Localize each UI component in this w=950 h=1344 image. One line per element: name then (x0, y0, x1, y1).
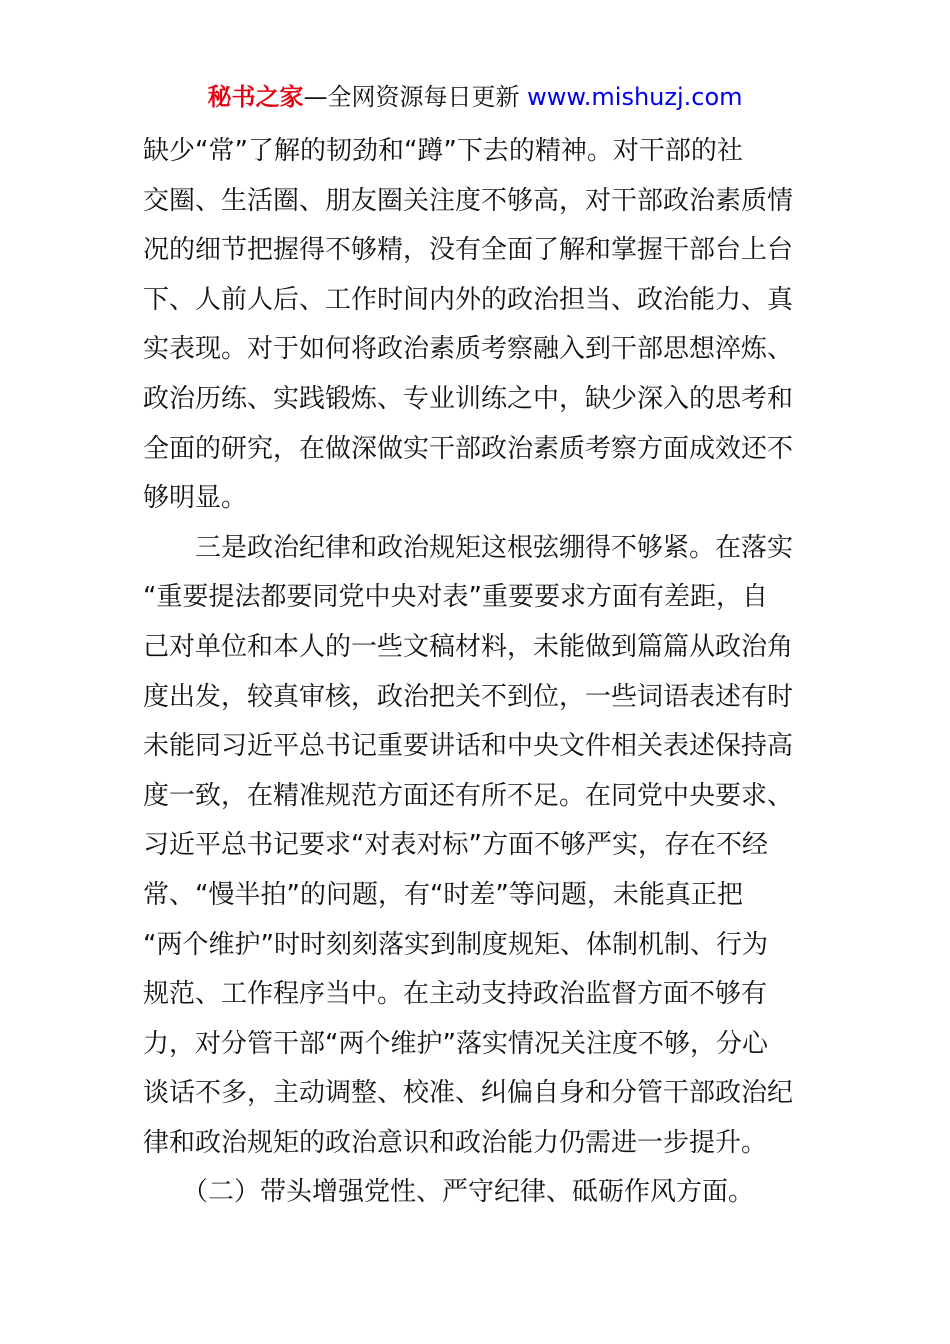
text-line: 实表现。对于如何将政治素质考察融入到干部思想淬炼、 (143, 334, 794, 365)
text-line: 未能同习近平总书记重要讲话和中央文件相关表述保持高 (143, 731, 794, 762)
text-line: 况的细节把握得不够精，没有全面了解和掌握干部台上台 (143, 235, 794, 266)
text-line: “重要提法都要同党中央对表”重要要求方面有差距，自 (143, 582, 768, 613)
brand-name: 秘书之家 (207, 83, 304, 111)
text-line: 谈话不多，主动调整、校准、纠偏自身和分管干部政治纪 (143, 1078, 794, 1109)
text-line: 度一致，在精准规范方面还有所不足。在同党中央要求、 (143, 780, 794, 811)
text-line: 政治历练、实践锻炼、专业训练之中，缺少深入的思考和 (143, 383, 794, 414)
section-heading: （二）带头增强党性、严守纪律、砥砺作风方面。 (143, 1177, 755, 1208)
text-line: 下、人前人后、工作时间内外的政治担当、政治能力、真 (143, 284, 794, 315)
text-line: 度出发，较真审核，政治把关不到位，一些词语表述有时 (143, 681, 794, 712)
text-line: 己对单位和本人的一些文稿材料，未能做到篇篇从政治角 (143, 631, 794, 662)
text-line: 常、“慢半拍”的问题，有“时差”等问题，未能真正把 (143, 879, 743, 910)
text-line: 规范、工作程序当中。在主动支持政治监督方面不够有 (143, 979, 768, 1010)
site-header (0, 80, 950, 114)
text-line: 力，对分管干部“两个维护”落实情况关注度不够，分心 (143, 1028, 768, 1059)
text-line: 缺少“常”了解的韧劲和“蹲”下去的精神。对干部的社 (143, 136, 743, 166)
site-url-link[interactable]: www.mishuzj.com (527, 83, 743, 111)
text-line: 够明显。 (143, 483, 248, 514)
text-line: “两个维护”时时刻刻落实到制度规矩、体制机制、行为 (143, 929, 768, 960)
text-line: 律和政治规矩的政治意识和政治能力仍需进一步提升。 (143, 1127, 768, 1158)
header-tagline: —全网资源每日更新 (303, 83, 528, 111)
document-body (143, 127, 808, 1218)
paragraph-start-line: 三是政治纪律和政治规矩这根弦绷得不够紧。在落实 (143, 532, 794, 563)
text-line: 习近平总书记要求“对表对标”方面不够严实，存在不经 (143, 830, 768, 861)
text-line: 全面的研究，在做深做实干部政治素质考察方面成效还不 (143, 433, 794, 464)
text-line: 交圈、生活圈、朋友圈关注度不够高，对干部政治素质情 (143, 185, 794, 216)
